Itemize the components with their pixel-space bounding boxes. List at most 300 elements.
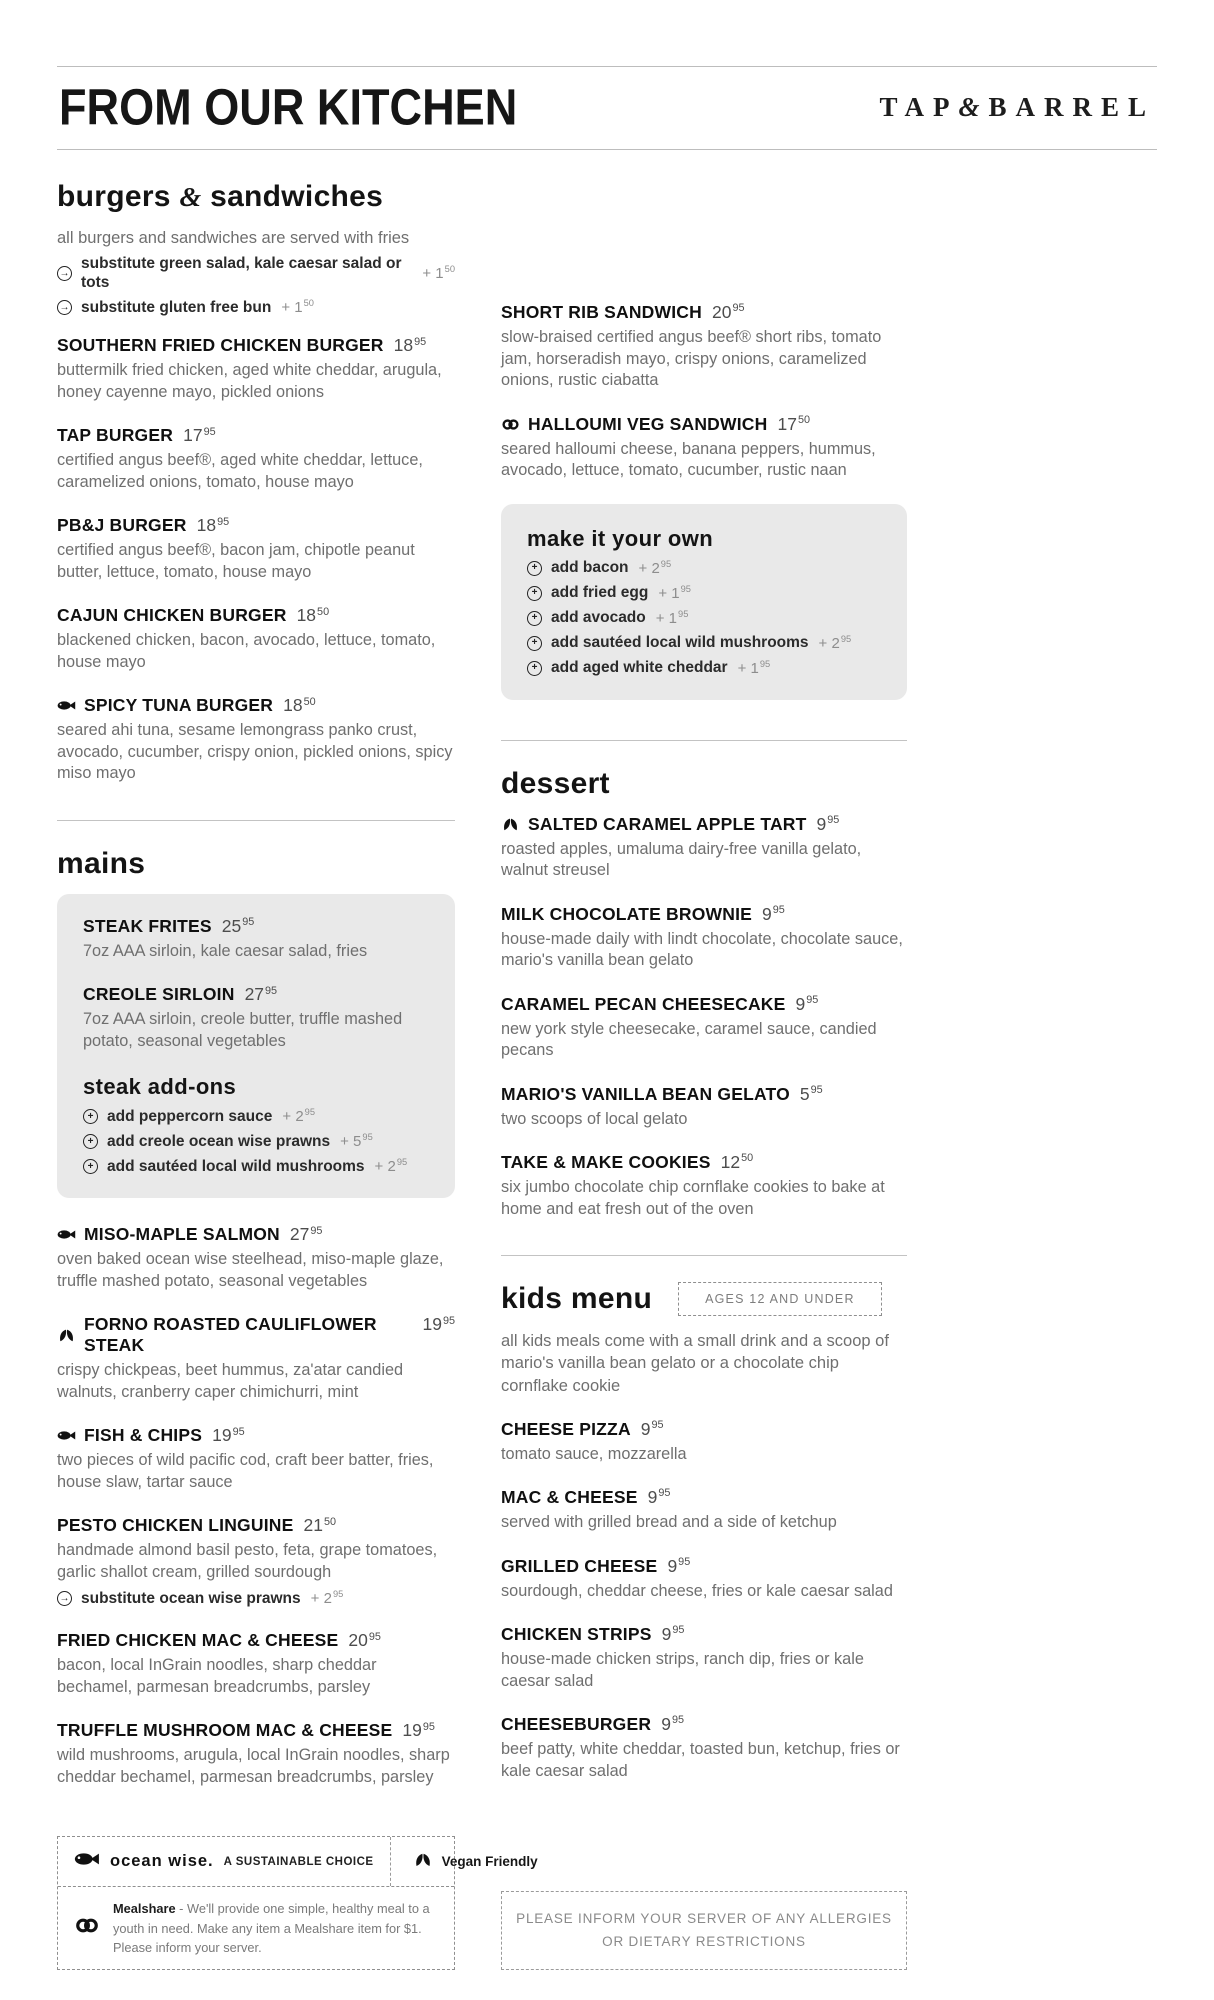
menu-item (57, 1720, 455, 1788)
price-value: + 1 (658, 584, 680, 602)
item-name: CHICKEN STRIPS (501, 1624, 652, 1645)
item-header (57, 1630, 455, 1651)
price-value: + 1 (422, 265, 444, 283)
item-description: tomato sauce, mozzarella (501, 1444, 687, 1463)
price-value: 20 (711, 302, 732, 322)
item-name: TAP BURGER (57, 425, 174, 446)
price-cents: 50 (303, 695, 316, 708)
fish-icon (57, 699, 76, 712)
item-description: new york style cheesecake, caramel sauce, candied pecans (501, 1019, 877, 1059)
menu-item (501, 414, 907, 482)
option-row (527, 634, 881, 653)
item-header (501, 1714, 907, 1735)
menu-item (501, 904, 907, 972)
price-value: 20 (348, 1630, 368, 1651)
item-header (501, 302, 907, 323)
item-price (394, 335, 427, 356)
item-description: served with grilled bread and a side of ketchup (501, 1513, 837, 1532)
option-price (738, 659, 771, 678)
menu-item (57, 605, 455, 673)
item-description: wild mushrooms, arugula, local InGrain noodles, sharp cheddar bechamel, parmesan breadcrumbs, parsley (57, 1746, 450, 1786)
price-value: 19 (212, 1425, 232, 1446)
option-price (639, 559, 672, 578)
option-label: add creole ocean wise prawns (107, 1132, 331, 1150)
price-value: 17 (183, 425, 203, 446)
price-value: 18 (283, 695, 303, 716)
left-column (57, 180, 538, 1970)
kids-age-badge: AGES 12 AND UNDER (678, 1282, 882, 1316)
mealshare-description: - We'll provide one simple, healthy meal to a youth in need. Make any item a Mealshare item for $1. Please inform your server. (113, 1901, 430, 1955)
mealshare-icon (501, 418, 520, 431)
ocean-wise-tagline: A SUSTAINABLE CHOICE (223, 1855, 374, 1868)
price-value: 9 (667, 1555, 678, 1576)
price-cents: 95 (680, 583, 691, 594)
leaf-icon (57, 1329, 76, 1342)
section-kids-menu (501, 1282, 907, 1804)
price-cents: 95 (732, 302, 745, 315)
ocean-wise-legend (58, 1837, 390, 1886)
option-label: substitute gluten free bun (81, 298, 272, 316)
price-value: 27 (244, 984, 265, 1005)
circle-plus-icon: + (83, 1159, 98, 1174)
item-name: MISO-MAPLE SALMON (84, 1224, 280, 1245)
item-price (661, 1714, 684, 1735)
item-name: CHEESE PIZZA (501, 1418, 631, 1439)
item-header (501, 1624, 907, 1645)
menu-item (57, 1224, 455, 1292)
menu-item (83, 916, 429, 963)
item-header (57, 605, 455, 626)
item-header (57, 1425, 455, 1446)
option-row (83, 1107, 429, 1126)
option-price (656, 609, 689, 628)
option-row (57, 1589, 455, 1608)
price-cents: 95 (651, 1418, 664, 1431)
steak-addon-options (83, 1107, 429, 1176)
menu-item (57, 1314, 455, 1403)
item-name: SALTED CARAMEL APPLE TART (528, 813, 807, 834)
make-it-your-own-box (501, 504, 907, 700)
option-price (340, 1132, 373, 1151)
item-price (817, 814, 840, 835)
menu-item (501, 814, 907, 882)
price-cents: 95 (242, 916, 255, 929)
item-price (183, 425, 216, 446)
item-description: bacon, local InGrain noodles, sharp cheddar bechamel, parmesan breadcrumbs, parsley (57, 1656, 377, 1696)
price-cents: 95 (660, 558, 672, 569)
item-description: 7oz AAA sirloin, creole butter, truffle mashed potato, seasonal vegetables (83, 1010, 403, 1050)
price-cents: 95 (840, 633, 852, 644)
price-value: 9 (795, 993, 806, 1014)
item-header (501, 904, 907, 925)
item-description: house-made chicken strips, ranch dip, fries or kale caesar salad (501, 1650, 864, 1690)
option-label: add avocado (551, 608, 646, 626)
price-cents: 95 (368, 1630, 381, 1643)
brand-word: BARREL (988, 91, 1155, 122)
item-header (83, 984, 429, 1005)
price-cents: 50 (444, 264, 455, 275)
price-cents: 95 (217, 515, 230, 528)
item-header (57, 695, 455, 716)
price-value: 18 (393, 335, 414, 356)
legend-top-row (58, 1837, 538, 1886)
option-price (422, 264, 455, 283)
burger-items (57, 335, 455, 785)
fish-icon (57, 1429, 76, 1442)
item-name: HALLOUMI VEG SANDWICH (528, 413, 768, 434)
item-description: buttermilk fried chicken, aged white cheddar, arugula, honey cayenne mayo, pickled onions (57, 361, 442, 401)
item-options (57, 1589, 455, 1608)
item-price (422, 1314, 455, 1335)
price-value: 9 (640, 1418, 651, 1439)
make-it-your-own-heading: make it your own (527, 525, 714, 551)
option-price (281, 298, 314, 317)
item-name: MAC & CHEESE (501, 1487, 638, 1508)
item-price (222, 916, 255, 937)
item-name: CREOLE SIRLOIN (83, 984, 235, 1005)
sandwich-items (501, 302, 907, 482)
price-value: + 1 (655, 609, 678, 627)
price-cents: 95 (414, 335, 427, 348)
item-name: GRILLED CHEESE (501, 1555, 658, 1576)
item-description: slow-braised certified angus beef® short ribs, tomato jam, horseradish mayo, crispy onions, caramelized onions, rustic ciabatta (501, 328, 882, 389)
item-description: seared ahi tuna, sesame lemongrass panko crust, avocado, cucumber, crispy onion, pickled onions, spicy miso mayo (57, 721, 453, 783)
item-price (212, 1425, 245, 1446)
item-price (777, 414, 810, 435)
option-label: add fried egg (551, 583, 649, 601)
item-description: certified angus beef®, bacon jam, chipotle peanut butter, lettuce, tomato, house mayo (57, 541, 415, 581)
menu-item (501, 302, 907, 392)
price-value: 27 (289, 1224, 310, 1245)
circle-plus-icon: + (527, 561, 542, 576)
price-cents: 95 (806, 993, 819, 1006)
fish-icon (57, 1228, 76, 1241)
item-price (648, 1487, 671, 1508)
allergy-line: PLEASE INFORM YOUR SERVER OF ANY ALLERGIES (516, 1910, 892, 1926)
item-name: FISH & CHIPS (84, 1425, 203, 1446)
mealshare-icon (74, 1917, 100, 1939)
item-name: CHEESEBURGER (501, 1714, 652, 1735)
price-value: 19 (422, 1314, 442, 1335)
section-title: kids menu (501, 1282, 653, 1315)
item-description: two pieces of wild pacific cod, craft beer batter, fries, house slaw, tartar sauce (57, 1451, 434, 1491)
item-price (762, 904, 785, 925)
price-cents: 95 (671, 1714, 684, 1727)
page-title: FROM OUR KITCHEN (59, 78, 518, 136)
section-note: all kids meals come with a small drink and a scoop of mario's vanilla bean gelato or a chocolate chip cornflake cookie (501, 1332, 889, 1395)
item-description: house-made daily with lindt chocolate, chocolate sauce, mario's vanilla bean gelato (501, 929, 903, 969)
item-name: STEAK FRITES (83, 915, 212, 936)
item-price (667, 1556, 690, 1577)
item-description: blackened chicken, bacon, avocado, lettuce, tomato, house mayo (57, 631, 436, 671)
price-value: + 2 (638, 559, 660, 577)
menu-item (501, 1084, 907, 1131)
item-name: CARAMEL PECAN CHEESECAKE (501, 993, 786, 1014)
price-value: 18 (196, 515, 217, 536)
item-header (57, 1314, 455, 1356)
item-price (197, 515, 230, 536)
leaf-icon (413, 1853, 433, 1870)
price-cents: 50 (303, 298, 314, 309)
price-cents: 95 (678, 1555, 691, 1568)
price-value: + 2 (374, 1158, 396, 1176)
price-cents: 50 (797, 413, 810, 426)
price-cents: 95 (827, 813, 840, 826)
section-title-ampersand: & (179, 182, 202, 213)
price-value: + 5 (340, 1133, 362, 1151)
make-it-your-own-options (527, 559, 881, 678)
item-name: TAKE & MAKE COOKIES (501, 1152, 711, 1172)
section-title-word: sandwiches (210, 180, 384, 213)
price-cents: 95 (658, 1487, 671, 1500)
steak-items (83, 916, 429, 1053)
item-name: PESTO CHICKEN LINGUINE (57, 1515, 294, 1536)
right-column (501, 180, 907, 1970)
option-row (57, 255, 455, 292)
allergy-line: OR DIETARY RESTRICTIONS (602, 1934, 806, 1950)
option-row (83, 1157, 429, 1176)
vegan-label: Vegan Friendly (441, 1854, 538, 1870)
item-header (501, 1556, 907, 1577)
item-name: SPICY TUNA BURGER (84, 695, 274, 716)
item-price (662, 1624, 685, 1645)
circle-plus-icon: + (527, 636, 542, 651)
item-header (501, 994, 907, 1015)
menu-item (57, 1425, 455, 1493)
steak-addons-heading: steak add-ons (83, 1074, 237, 1100)
menu-item (57, 425, 455, 493)
item-name: FRIED CHICKEN MAC & CHEESE (57, 1630, 339, 1651)
menu-item (83, 984, 429, 1052)
menu-item (57, 335, 455, 403)
menu-item (501, 1419, 907, 1466)
circle-arrow-icon: → (57, 1591, 72, 1606)
section-divider (501, 1255, 907, 1256)
price-cents: 95 (810, 1083, 823, 1096)
fish-icon (74, 1850, 100, 1873)
section-mains (57, 847, 455, 1811)
circle-plus-icon: + (527, 661, 542, 676)
price-value: 9 (661, 1714, 671, 1735)
price-cents: 95 (310, 1224, 323, 1237)
menu-item (501, 1152, 907, 1220)
menu-item (57, 515, 455, 583)
price-value: 18 (296, 605, 317, 626)
item-description: six jumbo chocolate chip cornflake cookies to bake at home and eat fresh out of the oven (501, 1178, 885, 1218)
option-label: add sautéed local wild mushrooms (551, 633, 809, 651)
menu-item (501, 1556, 907, 1603)
item-description: handmade almond basil pesto, feta, grape tomatoes, garlic shallot cream, grilled sourdough (57, 1541, 438, 1581)
item-header (57, 1515, 455, 1536)
item-name: PB&J BURGER (57, 515, 187, 536)
section-title (57, 180, 455, 214)
option-row (527, 584, 881, 603)
price-value: 5 (799, 1083, 810, 1104)
section-dessert (501, 767, 907, 1243)
steak-feature-box (57, 894, 455, 1199)
item-price (290, 1224, 323, 1245)
price-value: + 2 (282, 1108, 304, 1126)
option-price (658, 584, 691, 603)
option-label: add aged white cheddar (551, 658, 728, 676)
item-description: certified angus beef®, aged white cheddar, lettuce, caramelized onions, tomato, house mayo (57, 451, 423, 491)
option-label: substitute green salad, kale caesar salad or tots (81, 255, 402, 291)
item-price (283, 695, 316, 716)
circle-plus-icon: + (527, 586, 542, 601)
dessert-items (501, 814, 907, 1221)
price-cents: 95 (203, 425, 216, 438)
item-header (57, 335, 455, 356)
price-value: 17 (777, 413, 797, 434)
item-name: MILK CHOCOLATE BROWNIE (501, 903, 752, 924)
price-value: + 2 (818, 634, 840, 652)
price-value: + 1 (281, 299, 303, 317)
kids-menu-header (501, 1282, 907, 1316)
option-price (282, 1107, 315, 1126)
item-description: roasted apples, umaluma dairy-free vanilla gelato, walnut streusel (501, 839, 862, 879)
brand-word: TAP (879, 91, 959, 122)
item-price (721, 1152, 754, 1173)
item-price (303, 1515, 336, 1536)
circle-arrow-icon: → (57, 300, 72, 315)
item-header (57, 1720, 455, 1741)
option-row (527, 659, 881, 678)
mealshare-note (113, 1899, 438, 1957)
menu-columns (57, 180, 1157, 1970)
option-row (83, 1132, 429, 1151)
option-price (375, 1157, 408, 1176)
price-cents: 95 (332, 1589, 344, 1600)
item-header (501, 1084, 907, 1105)
item-description: sourdough, cheddar cheese, fries or kale caesar salad (501, 1581, 893, 1600)
option-row (527, 609, 881, 628)
section-note: all burgers and sandwiches are served with fries (57, 229, 410, 247)
section-divider (501, 740, 907, 741)
option-price (311, 1589, 344, 1608)
price-cents: 95 (759, 658, 771, 669)
ocean-wise-logo-text: ocean wise. (110, 1852, 214, 1871)
price-value: 12 (720, 1152, 741, 1172)
price-value: 9 (661, 1624, 672, 1645)
option-label: add sautéed local wild mushrooms (107, 1157, 365, 1175)
price-value: 9 (816, 813, 827, 834)
item-header (83, 916, 429, 937)
item-description: 7oz AAA sirloin, kale caesar salad, fries (83, 941, 368, 960)
price-cents: 95 (672, 1624, 685, 1637)
option-label: add peppercorn sauce (107, 1107, 273, 1125)
brand-ampersand: & (958, 91, 989, 122)
item-header (57, 1224, 455, 1245)
price-cents: 50 (317, 605, 330, 618)
price-cents: 50 (741, 1152, 754, 1165)
item-price (348, 1630, 381, 1651)
price-value: 9 (762, 903, 772, 924)
item-name: FORNO ROASTED CAULIFLOWER STEAK (84, 1314, 377, 1356)
kids-items (501, 1419, 907, 1783)
section-title-word: burgers (57, 180, 171, 213)
item-header (57, 515, 455, 536)
allergy-notice (501, 1891, 907, 1970)
section-title: dessert (501, 766, 610, 800)
substitution-options (57, 255, 455, 317)
leaf-icon (501, 818, 520, 831)
section-sandwiches-continued (501, 302, 907, 700)
price-cents: 95 (396, 1157, 408, 1168)
legend-box (57, 1836, 538, 1970)
price-value: 19 (402, 1720, 422, 1741)
item-header (501, 1487, 907, 1508)
menu-item (501, 1714, 907, 1782)
menu-item (57, 695, 455, 785)
mealshare-name: Mealshare (113, 1901, 176, 1917)
item-header (57, 425, 455, 446)
item-description: oven baked ocean wise steelhead, miso-maple glaze, truffle mashed potato, seasonal vegetables (57, 1250, 444, 1290)
option-row (57, 298, 455, 317)
item-header (501, 414, 907, 435)
circle-plus-icon: + (83, 1134, 98, 1149)
mealshare-legend (58, 1887, 454, 1969)
price-value: 21 (303, 1515, 323, 1536)
item-description: beef patty, white cheddar, toasted bun, ketchup, fries or kale caesar salad (501, 1740, 900, 1780)
price-value: 25 (221, 915, 242, 936)
item-price (641, 1419, 664, 1440)
price-cents: 95 (678, 608, 689, 619)
menu-item (501, 1624, 907, 1692)
item-description: crispy chickpeas, beet hummus, za'atar candied walnuts, cranberry caper chimichurri, mint (57, 1361, 404, 1401)
option-row (527, 559, 881, 578)
item-price (245, 984, 278, 1005)
price-cents: 50 (323, 1515, 336, 1528)
price-cents: 95 (362, 1132, 373, 1143)
item-name: MARIO'S VANILLA BEAN GELATO (501, 1083, 790, 1104)
item-price (402, 1720, 435, 1741)
option-label: substitute ocean wise prawns (81, 1589, 301, 1607)
item-header (501, 1152, 907, 1173)
price-value: + 1 (737, 659, 759, 677)
price-cents: 95 (304, 1107, 316, 1118)
circle-plus-icon: + (527, 611, 542, 626)
mains-items (57, 1224, 455, 1788)
price-cents: 95 (772, 903, 785, 916)
price-cents: 95 (232, 1425, 245, 1438)
price-cents: 95 (422, 1720, 435, 1733)
option-label: add bacon (551, 558, 629, 576)
item-header (501, 814, 907, 835)
item-price (796, 994, 819, 1015)
price-cents: 95 (442, 1314, 455, 1327)
circle-plus-icon: + (83, 1109, 98, 1124)
price-value: + 2 (310, 1590, 332, 1608)
brand-logo (879, 92, 1155, 123)
masthead (57, 67, 1157, 149)
menu-item (57, 1515, 455, 1608)
price-cents: 95 (265, 984, 278, 997)
price-value: 9 (647, 1487, 658, 1508)
menu-item (501, 994, 907, 1062)
item-name: CAJUN CHICKEN BURGER (57, 605, 287, 626)
header-bottom-rule (57, 149, 1157, 150)
item-price (297, 605, 330, 626)
item-description: seared halloumi cheese, banana peppers, hummus, avocado, lettuce, tomato, cucumber, rustic naan (501, 439, 876, 479)
item-price (712, 302, 745, 323)
menu-item (501, 1487, 907, 1534)
item-header (501, 1419, 907, 1440)
option-price (819, 634, 852, 653)
item-name: SOUTHERN FRIED CHICKEN BURGER (57, 335, 384, 356)
item-name: TRUFFLE MUSHROOM MAC & CHEESE (57, 1720, 393, 1741)
section-divider (57, 820, 455, 821)
section-title: mains (57, 846, 146, 880)
